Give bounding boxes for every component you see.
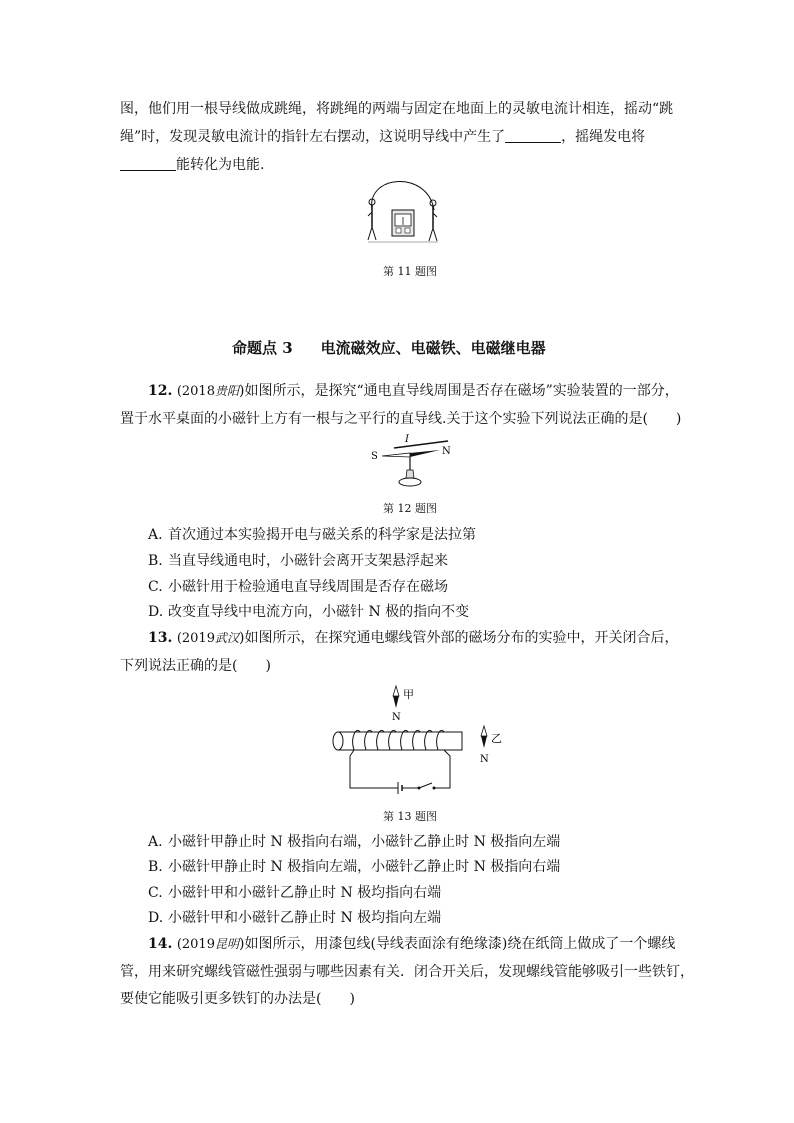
q12-text-line-1 bbox=[148, 381, 679, 402]
q12-source-place: 贵阳 bbox=[214, 384, 239, 398]
q12-option-d[interactable]: D. 改变直导线中电流方向，小磁针 N 极的指向不变 bbox=[148, 604, 470, 620]
q14-source-place: 昆明 bbox=[214, 937, 239, 951]
q12-option-b[interactable]: B. 当直导线通电时，小磁针会离开支架悬浮起来 bbox=[148, 553, 448, 569]
q13-source-place: 武汉 bbox=[214, 631, 239, 645]
q12-source-year: (2018 bbox=[176, 384, 215, 399]
south-pole-label: S bbox=[371, 451, 378, 462]
q12-text-line-2: 置于水平桌面的小磁针上方有一根与之平行的直导线.关于这个实验下列说法正确的是( ) bbox=[120, 411, 682, 427]
q11-text-line-2a: 绳”时，发现灵敏电流计的指针左右摆动，这说明导线中产生了 bbox=[120, 129, 506, 145]
q14-text-line-2: 管，用来研究螺线管磁性强弱与哪些因素有关．闭合开关后，发现螺线管能够吸引一些铁钉， bbox=[120, 964, 694, 980]
q13-number: 13. bbox=[148, 630, 173, 646]
compass-yi-n-label: N bbox=[480, 754, 489, 765]
q14-number: 14. bbox=[148, 936, 173, 952]
q13-option-d[interactable]: D. 小磁针甲和小磁针乙静止时 N 极均指向左端 bbox=[148, 910, 442, 926]
q14-text-1: )如图所示，用漆包线(导线表面涂有绝缘漆)绕在纸筒上做成了一个螺线 bbox=[238, 936, 676, 952]
figure-13-caption: 第 13 题图 bbox=[383, 810, 437, 823]
q13-source-year: (2019 bbox=[176, 631, 215, 646]
answer-blank-1[interactable] bbox=[505, 128, 561, 143]
current-label: I bbox=[405, 434, 409, 445]
q12-option-c[interactable]: C. 小磁针用于检验通电直导线周围是否存在磁场 bbox=[148, 579, 448, 595]
answer-blank-2[interactable] bbox=[120, 156, 176, 171]
q11-text-line-3a: 能转化为电能. bbox=[176, 157, 265, 173]
q11-text-line-3 bbox=[120, 155, 264, 175]
figure-11-jump-rope bbox=[362, 172, 442, 247]
q14-text-line-3: 要使它能吸引更多铁钉的办法是( ) bbox=[120, 991, 355, 1007]
compass-yi-label: 乙 bbox=[491, 732, 502, 745]
section-heading bbox=[232, 337, 546, 358]
q12-option-a[interactable]: A. 首次通过本实验揭开电与磁关系的科学家是法拉第 bbox=[148, 527, 476, 543]
q13-option-b[interactable]: B. 小磁针甲静止时 N 极指向左端，小磁针乙静止时 N 极指向右端 bbox=[148, 859, 561, 875]
q13-text-line-2: 下列说法正确的是( ) bbox=[120, 658, 271, 674]
figure-13-solenoid bbox=[328, 680, 508, 800]
figure-11-caption: 第 11 题图 bbox=[383, 265, 437, 278]
q13-text-line-1 bbox=[148, 628, 678, 649]
q13-option-c[interactable]: C. 小磁针甲和小磁针乙静止时 N 极均指向右端 bbox=[148, 885, 442, 901]
q13-text-1: )如图所示，在探究通电螺线管外部的磁场分布的实验中，开关闭合后， bbox=[238, 630, 679, 646]
compass-jia-n-label: N bbox=[392, 712, 401, 723]
q11-text-line-1: 图，他们用一根导线做成跳绳，将跳绳的两端与固定在地面上的灵敏电流计相连，摇动“跳 bbox=[120, 101, 674, 117]
q12-text-1: )如图所示，是探究“通电直导线周围是否存在磁场”实验装置的一部分， bbox=[238, 383, 679, 399]
q14-text-line-1 bbox=[148, 934, 675, 955]
figure-12-compass-wire bbox=[366, 432, 462, 492]
q13-option-a[interactable]: A. 小磁针甲静止时 N 极指向右端，小磁针乙静止时 N 极指向左端 bbox=[148, 834, 561, 850]
q12-number: 12. bbox=[148, 383, 173, 399]
q11-text-line-2 bbox=[120, 127, 645, 147]
figure-12-caption: 第 12 题图 bbox=[383, 502, 437, 515]
q11-text-line-2b: ，摇绳发电将 bbox=[561, 129, 646, 145]
compass-jia-label: 甲 bbox=[403, 688, 414, 701]
q14-source-year: (2019 bbox=[176, 937, 215, 952]
section-label: 命题点 3 bbox=[232, 339, 293, 357]
section-title: 电流磁效应、电磁铁、电磁继电器 bbox=[320, 339, 546, 357]
north-pole-label: N bbox=[442, 446, 451, 457]
